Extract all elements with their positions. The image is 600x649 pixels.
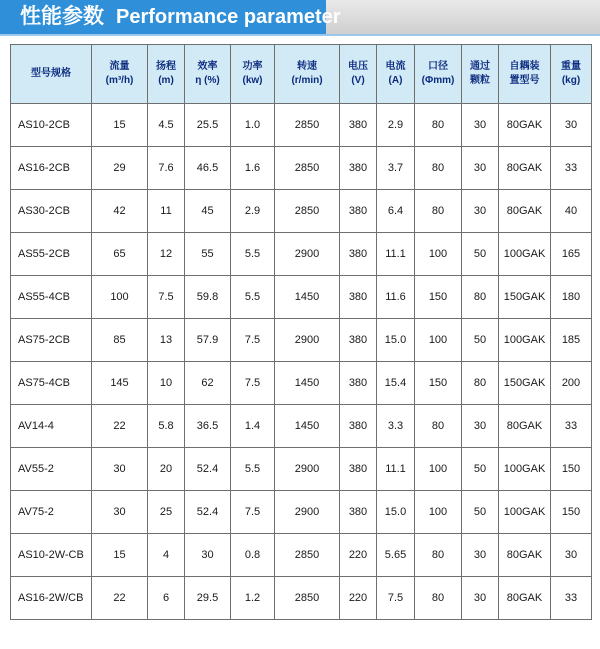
table-cell: 80GAK	[499, 534, 551, 577]
table-cell: 10	[148, 362, 185, 405]
table-cell: 30	[551, 104, 592, 147]
table-cell: 20	[148, 448, 185, 491]
table-cell: 15	[92, 534, 148, 577]
table-cell: 7.6	[148, 147, 185, 190]
table-body	[11, 104, 592, 620]
table-cell: 30	[92, 448, 148, 491]
column-header-unit: 置型号	[509, 75, 540, 86]
table-cell: 30	[462, 534, 499, 577]
table-cell: 13	[148, 319, 185, 362]
model-cell: AS10-2CB	[11, 104, 92, 147]
model-cell: AS55-4CB	[11, 276, 92, 319]
table-cell: 11.6	[377, 276, 415, 319]
table-cell: 42	[92, 190, 148, 233]
page-title-zh: 性能参数	[20, 5, 104, 28]
table-cell: 145	[92, 362, 148, 405]
table-cell: 220	[340, 534, 377, 577]
table-cell: 5.65	[377, 534, 415, 577]
table-cell: 7.5	[231, 362, 275, 405]
table-cell: 36.5	[185, 405, 231, 448]
title-banner-grey	[326, 0, 600, 34]
table-cell: 100	[415, 448, 462, 491]
column-header-unit: (m³/h)	[105, 75, 134, 86]
table-cell: 1450	[275, 362, 340, 405]
table-cell: 380	[340, 147, 377, 190]
table-cell: 185	[551, 319, 592, 362]
column-header-label: 型号规格	[31, 68, 71, 79]
table-cell: 80GAK	[499, 104, 551, 147]
table-row	[11, 319, 592, 362]
table-cell: 29	[92, 147, 148, 190]
table-cell: 100	[415, 233, 462, 276]
table-cell: 380	[340, 362, 377, 405]
table-cell: 100	[415, 491, 462, 534]
table-cell: 80GAK	[499, 147, 551, 190]
table-cell: 55	[185, 233, 231, 276]
table-cell: 380	[340, 276, 377, 319]
table-cell: 1450	[275, 276, 340, 319]
table-cell: 2900	[275, 319, 340, 362]
table-cell: 80	[462, 362, 499, 405]
table-cell: 150	[415, 276, 462, 319]
table-cell: 3.3	[377, 405, 415, 448]
table-cell: 33	[551, 405, 592, 448]
column-header-unit: (Φmm)	[421, 75, 455, 86]
table-cell: 2850	[275, 534, 340, 577]
table-row	[11, 276, 592, 319]
table-cell: 52.4	[185, 491, 231, 534]
table-cell: 220	[340, 577, 377, 620]
table-cell: 15.0	[377, 319, 415, 362]
table-cell: 30	[185, 534, 231, 577]
table-cell: 100	[415, 319, 462, 362]
table-cell: 5.5	[231, 276, 275, 319]
column-header-label: 重量	[561, 61, 581, 72]
table-cell: 30	[462, 147, 499, 190]
table-cell: 380	[340, 190, 377, 233]
column-header-label: 通过	[470, 61, 490, 72]
table-cell: 30	[462, 190, 499, 233]
table-cell: 380	[340, 491, 377, 534]
table-cell: 50	[462, 233, 499, 276]
table-cell: 15.4	[377, 362, 415, 405]
table-cell: 5.5	[231, 233, 275, 276]
column-header-label: 转速	[297, 61, 317, 72]
table-cell: 100GAK	[499, 319, 551, 362]
table-cell: 1.0	[231, 104, 275, 147]
table-cell: 150	[551, 491, 592, 534]
table-cell: 11.1	[377, 233, 415, 276]
column-header-label: 功率	[242, 61, 263, 72]
table-cell: 2900	[275, 233, 340, 276]
table-cell: 15.0	[377, 491, 415, 534]
table-cell: 7.5	[377, 577, 415, 620]
table-cell: 4	[148, 534, 185, 577]
table-cell: 380	[340, 104, 377, 147]
table-row	[11, 233, 592, 276]
table-cell: 380	[340, 319, 377, 362]
table-cell: 1.2	[231, 577, 275, 620]
column-header-unit: (kw)	[242, 75, 263, 86]
table-cell: 2850	[275, 147, 340, 190]
table-cell: 165	[551, 233, 592, 276]
column-header-label: 效率	[197, 61, 218, 72]
table-cell: 80	[415, 577, 462, 620]
table-cell: 80GAK	[499, 405, 551, 448]
table-cell: 1.6	[231, 147, 275, 190]
model-cell: AS55-2CB	[11, 233, 92, 276]
table-cell: 45	[185, 190, 231, 233]
table-cell: 3.7	[377, 147, 415, 190]
column-header	[11, 45, 92, 104]
table-cell: 46.5	[185, 147, 231, 190]
column-header-unit: 颗粒	[470, 75, 490, 86]
model-cell: AS75-4CB	[11, 362, 92, 405]
table-cell: 59.8	[185, 276, 231, 319]
table-cell: 33	[551, 147, 592, 190]
table-cell: 380	[340, 405, 377, 448]
model-cell: AS16-2W/CB	[11, 577, 92, 620]
column-header	[148, 45, 185, 104]
table-cell: 65	[92, 233, 148, 276]
table-header-row	[11, 45, 592, 104]
column-header-label: 电压	[348, 61, 368, 72]
table-row	[11, 104, 592, 147]
table-cell: 30	[462, 405, 499, 448]
table-cell: 80	[415, 405, 462, 448]
table-cell: 150GAK	[499, 276, 551, 319]
table-cell: 2.9	[231, 190, 275, 233]
table-cell: 40	[551, 190, 592, 233]
table-cell: 380	[340, 448, 377, 491]
table-cell: 150	[415, 362, 462, 405]
column-header-unit: (m)	[158, 75, 174, 86]
table-cell: 30	[462, 577, 499, 620]
table-cell: 5.5	[231, 448, 275, 491]
table-cell: 50	[462, 319, 499, 362]
column-header-unit: (A)	[388, 75, 403, 86]
table-cell: 15	[92, 104, 148, 147]
title-underline	[0, 34, 600, 36]
column-header-label: 流量	[109, 61, 130, 72]
table-cell: 0.8	[231, 534, 275, 577]
table-cell: 100	[92, 276, 148, 319]
table-cell: 50	[462, 491, 499, 534]
column-header-label: 电流	[385, 61, 406, 72]
table-cell: 2850	[275, 190, 340, 233]
table-cell: 380	[340, 233, 377, 276]
column-header-unit: (r/min)	[291, 75, 323, 86]
table-cell: 30	[551, 534, 592, 577]
column-header	[92, 45, 148, 104]
table-cell: 80GAK	[499, 577, 551, 620]
table-row	[11, 491, 592, 534]
table-row	[11, 577, 592, 620]
table-cell: 85	[92, 319, 148, 362]
column-header-label: 扬程	[156, 61, 176, 72]
table-cell: 12	[148, 233, 185, 276]
table-cell: 30	[92, 491, 148, 534]
table-cell: 6	[148, 577, 185, 620]
column-header-label: 口径	[428, 61, 448, 72]
table-cell: 180	[551, 276, 592, 319]
table-cell: 1450	[275, 405, 340, 448]
table-row	[11, 405, 592, 448]
page-title-en: Performance parameter	[116, 6, 341, 28]
model-cell: AS75-2CB	[11, 319, 92, 362]
column-header	[462, 45, 499, 104]
table-cell: 30	[462, 104, 499, 147]
column-header-unit: (V)	[351, 75, 365, 86]
table-cell: 33	[551, 577, 592, 620]
model-cell: AS30-2CB	[11, 190, 92, 233]
column-header	[231, 45, 275, 104]
table-cell: 80	[415, 190, 462, 233]
table-cell: 22	[92, 405, 148, 448]
table-cell: 7.5	[148, 276, 185, 319]
table-cell: 1.4	[231, 405, 275, 448]
table-row	[11, 448, 592, 491]
title-banner	[0, 0, 600, 34]
performance-table	[10, 44, 592, 620]
model-cell: AV55-2	[11, 448, 92, 491]
table-row	[11, 534, 592, 577]
table-cell: 80	[415, 104, 462, 147]
table-cell: 29.5	[185, 577, 231, 620]
table-cell: 2900	[275, 448, 340, 491]
column-header	[551, 45, 592, 104]
table-cell: 6.4	[377, 190, 415, 233]
column-header	[499, 45, 551, 104]
table-cell: 11.1	[377, 448, 415, 491]
page-title	[20, 0, 341, 34]
table-cell: 25	[148, 491, 185, 534]
column-header	[185, 45, 231, 104]
table-cell: 80GAK	[499, 190, 551, 233]
table-cell: 80	[415, 147, 462, 190]
column-header-unit: (kg)	[561, 75, 581, 86]
table-cell: 7.5	[231, 491, 275, 534]
table-cell: 80	[462, 276, 499, 319]
table-row	[11, 147, 592, 190]
table-cell: 5.8	[148, 405, 185, 448]
model-cell: AV75-2	[11, 491, 92, 534]
column-header	[340, 45, 377, 104]
table-cell: 52.4	[185, 448, 231, 491]
model-cell: AS16-2CB	[11, 147, 92, 190]
model-cell: AS10-2W-CB	[11, 534, 92, 577]
table-cell: 100GAK	[499, 491, 551, 534]
table-cell: 62	[185, 362, 231, 405]
column-header	[275, 45, 340, 104]
table-cell: 25.5	[185, 104, 231, 147]
table-cell: 22	[92, 577, 148, 620]
table-cell: 2.9	[377, 104, 415, 147]
table-row	[11, 190, 592, 233]
table-row	[11, 362, 592, 405]
table-cell: 2850	[275, 104, 340, 147]
column-header-unit: η (%)	[195, 75, 220, 86]
table-cell: 7.5	[231, 319, 275, 362]
table-cell: 2850	[275, 577, 340, 620]
table-cell: 2900	[275, 491, 340, 534]
column-header-label: 自耦装	[509, 61, 540, 72]
table-cell: 4.5	[148, 104, 185, 147]
table-cell: 150GAK	[499, 362, 551, 405]
table-cell: 57.9	[185, 319, 231, 362]
table-cell: 100GAK	[499, 448, 551, 491]
table-cell: 50	[462, 448, 499, 491]
column-header	[377, 45, 415, 104]
column-header	[415, 45, 462, 104]
table-cell: 80	[415, 534, 462, 577]
table-cell: 200	[551, 362, 592, 405]
table-cell: 11	[148, 190, 185, 233]
table-cell: 100GAK	[499, 233, 551, 276]
table-cell: 150	[551, 448, 592, 491]
model-cell: AV14-4	[11, 405, 92, 448]
